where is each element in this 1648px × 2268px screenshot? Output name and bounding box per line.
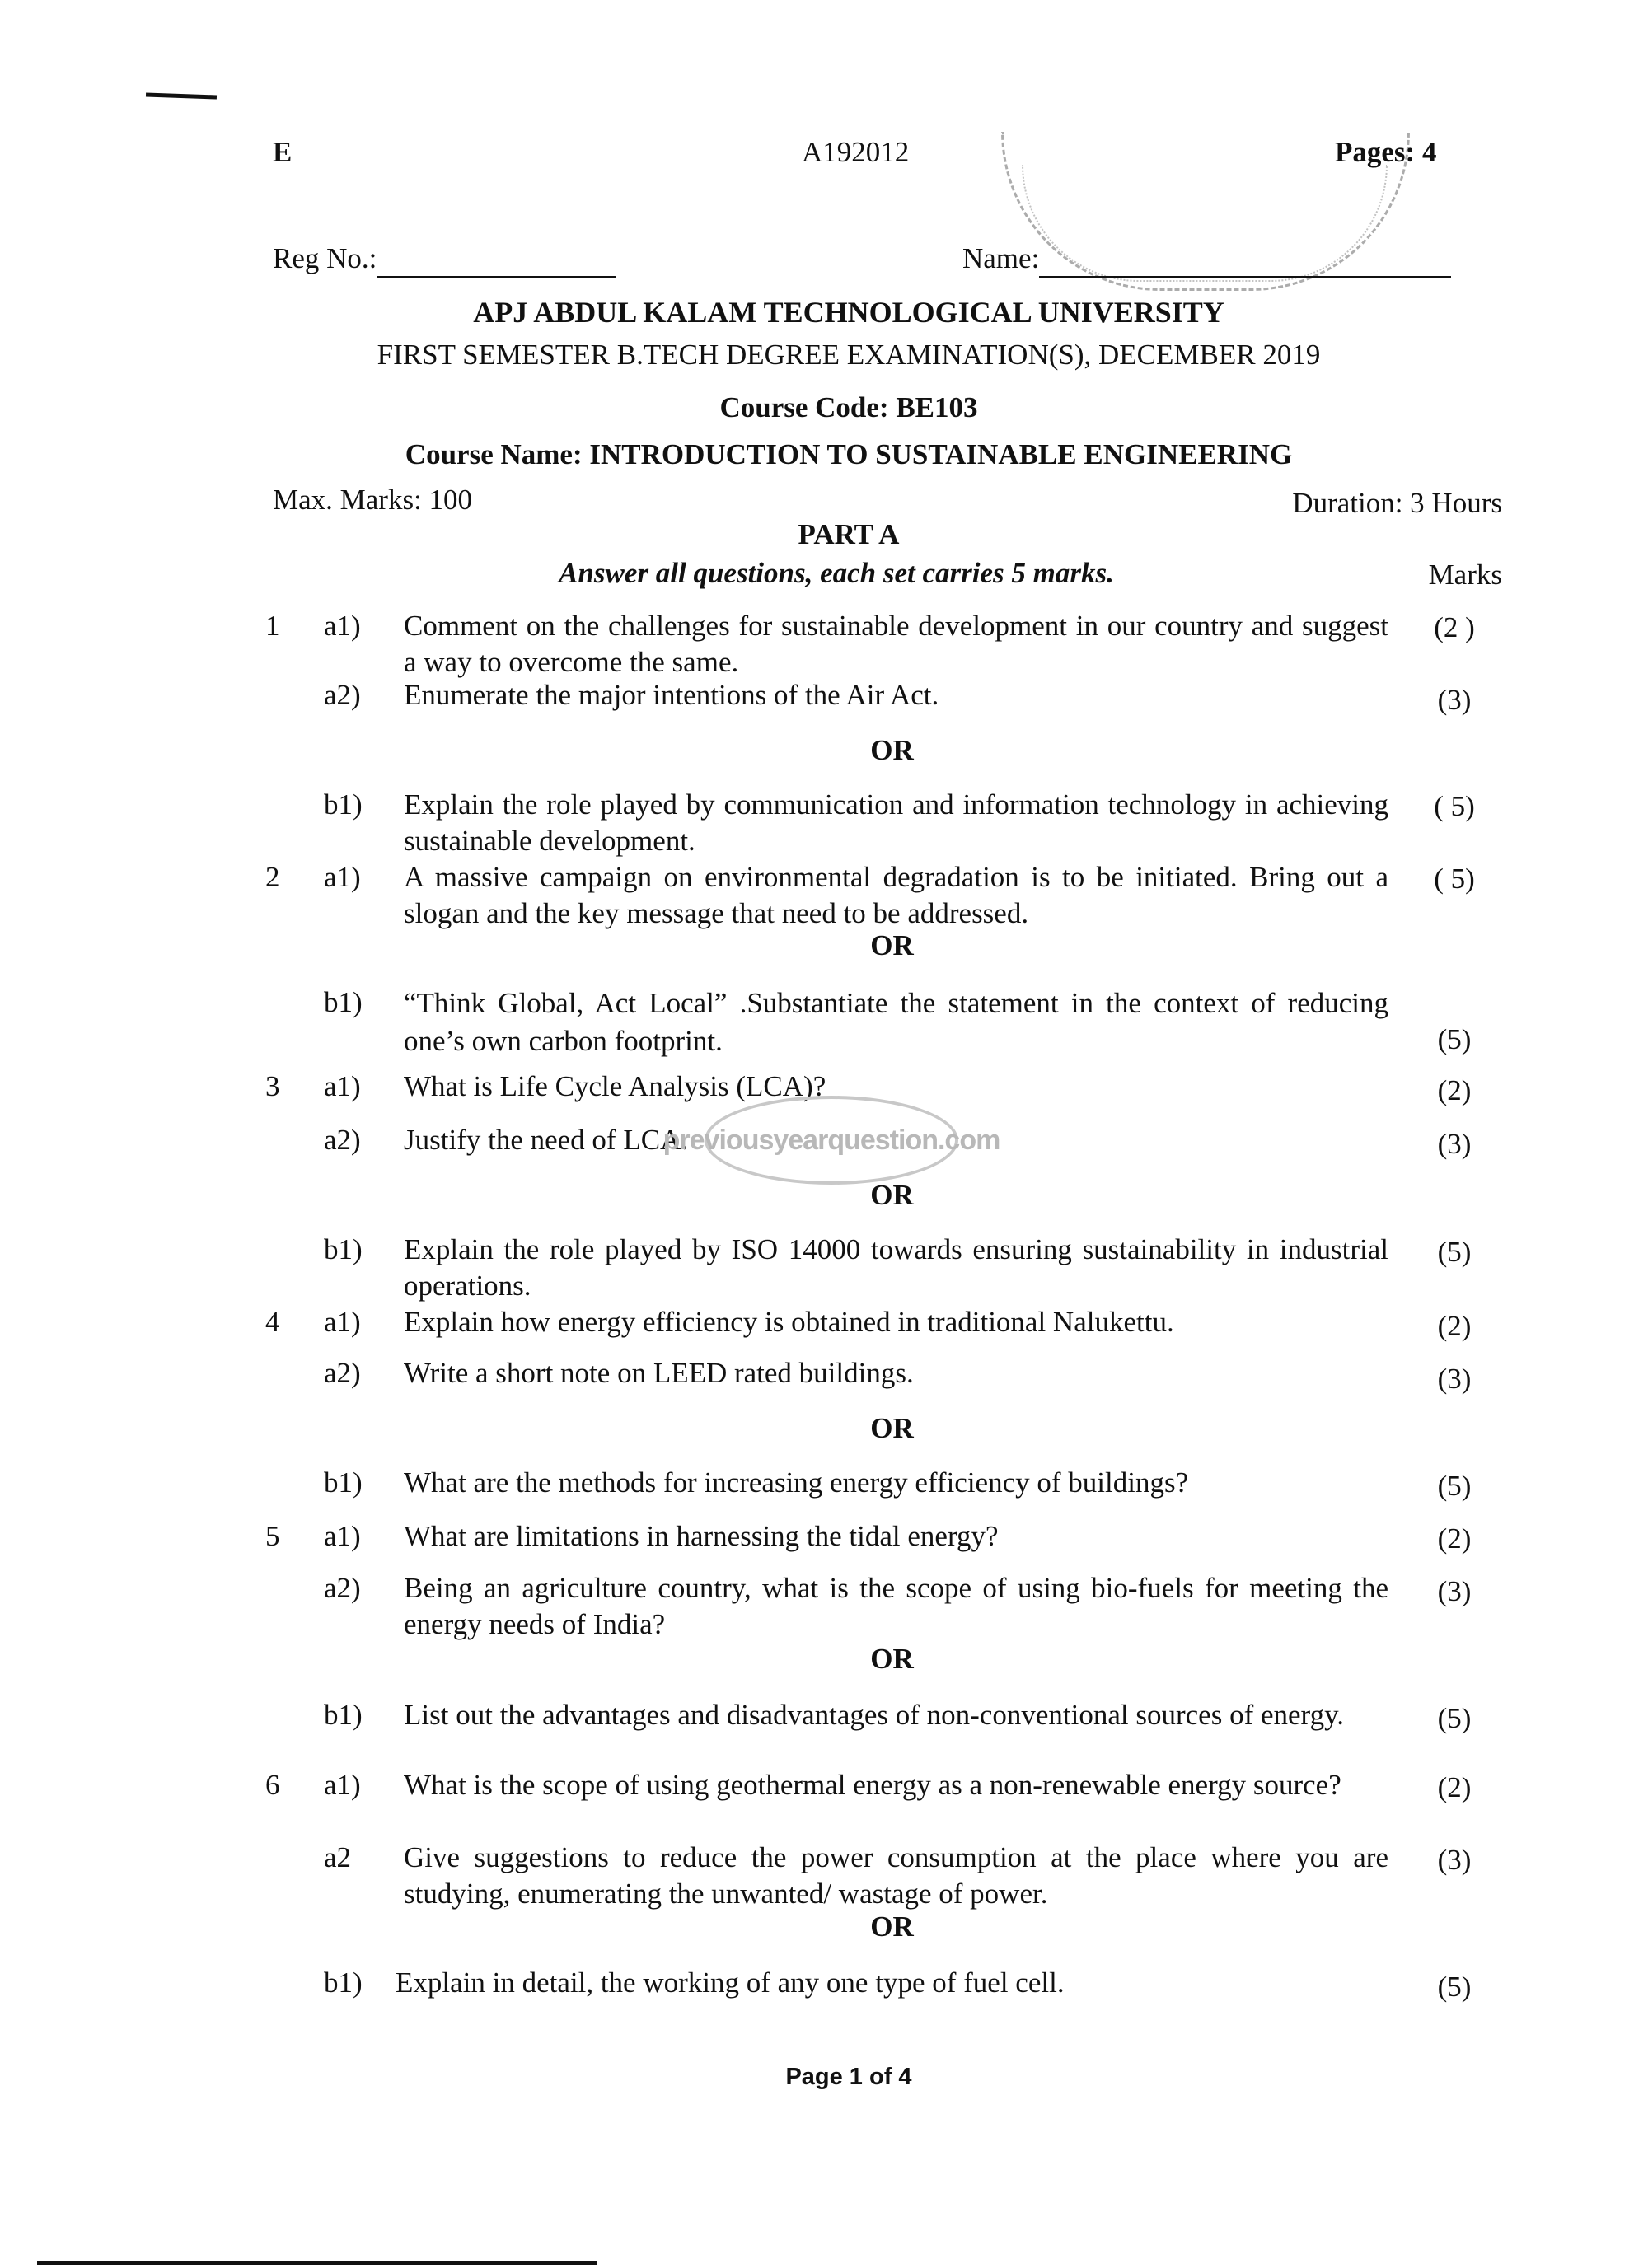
question-marks: (5) — [1437, 1470, 1472, 1502]
question-text: Explain the role played by ISO 14000 towards ensuring sustainability in industrial operations. — [404, 1233, 1388, 1302]
question-label: a1) — [324, 1769, 361, 1801]
question-marks: (5) — [1437, 1702, 1472, 1734]
question-label: a1) — [324, 1306, 361, 1338]
max-marks: Max. Marks: 100 — [273, 484, 473, 516]
question-text: List out the advantages and disadvantages of non-conventional sources of energy. — [404, 1699, 1345, 1731]
university-name: APJ ABDUL KALAM TECHNOLOGICAL UNIVERSITY — [473, 296, 1224, 329]
scan-edge-line — [37, 2261, 597, 2265]
question-text: A massive campaign on environmental degradation is to be initiated. Bring out a slogan and the key message that need to be addressed. — [404, 861, 1388, 929]
reg-no-label: Reg No.: — [273, 242, 377, 274]
question-text: Give suggestions to reduce the power consumption at the place where you are studying, enumerating the unwanted/ wastage of power. — [404, 1841, 1388, 1910]
question-text: Enumerate the major intentions of the Air Act. — [404, 679, 939, 711]
question-number: 5 — [265, 1520, 280, 1552]
question-label: a2) — [324, 1124, 361, 1156]
marks-header: Marks — [1428, 559, 1502, 591]
question-marks: (2) — [1437, 1771, 1472, 1803]
question-marks: (3) — [1437, 1844, 1472, 1876]
or-divider: OR — [870, 1910, 914, 1943]
question-label: a1) — [324, 1520, 361, 1552]
question-text: What are the methods for increasing energy efficiency of buildings? — [404, 1466, 1189, 1499]
reg-no-blank[interactable] — [377, 241, 616, 278]
question-marks: (2) — [1437, 1522, 1472, 1555]
question-marks: (5) — [1437, 1236, 1472, 1268]
question-number: 1 — [265, 610, 280, 642]
question-marks: (5) — [1437, 1023, 1472, 1055]
question-label: a2) — [324, 1357, 361, 1389]
question-number: 4 — [265, 1306, 280, 1338]
or-divider: OR — [870, 929, 914, 961]
question-text: Being an agriculture country, what is the scope of using bio-fuels for meeting the energy needs of India? — [404, 1572, 1388, 1640]
or-divider: OR — [870, 1412, 914, 1444]
exam-title: FIRST SEMESTER B.TECH DEGREE EXAMINATION(S), DECEMBER 2019 — [377, 339, 1321, 371]
question-label: b1) — [324, 986, 363, 1018]
question-text: Comment on the challenges for sustainable development in our country and suggest a way to overcome the same. — [404, 610, 1388, 678]
part-instruction: Answer all questions, each set carries 5 marks. — [559, 557, 1114, 589]
question-label: b1) — [324, 1233, 363, 1265]
question-label: a1) — [324, 861, 361, 893]
question-text: Justify the need of LCA. — [404, 1124, 689, 1156]
set-code: E — [273, 136, 293, 168]
question-text: What is the scope of using geothermal energy as a non-renewable energy source? — [404, 1769, 1341, 1801]
question-marks: (3) — [1437, 1363, 1472, 1395]
question-label: a2) — [324, 1572, 361, 1604]
question-marks: (3) — [1437, 1575, 1472, 1607]
question-text: Explain the role played by communication and information technology in achieving sustainable development. — [404, 788, 1388, 857]
question-text: What are limitations in harnessing the tidal energy? — [404, 1520, 999, 1552]
question-label: a2 — [324, 1841, 352, 1873]
question-text: What is Life Cycle Analysis (LCA)? — [404, 1070, 826, 1102]
question-marks: (2 ) — [1434, 611, 1475, 643]
question-label: b1) — [324, 1466, 363, 1499]
or-divider: OR — [870, 1643, 914, 1675]
question-label: a1) — [324, 1070, 361, 1102]
question-text: Explain how energy efficiency is obtained in traditional Nalukettu. — [404, 1306, 1174, 1338]
question-label: b1) — [324, 1966, 363, 1999]
question-marks: (5) — [1437, 1971, 1472, 2003]
part-title: PART A — [798, 518, 900, 550]
or-divider: OR — [870, 734, 914, 766]
question-marks: (3) — [1437, 684, 1472, 716]
question-marks: (2) — [1437, 1074, 1472, 1106]
scan-mark — [146, 93, 217, 100]
name-field[interactable] — [962, 241, 1451, 278]
question-label: b1) — [324, 788, 363, 821]
question-marks: (3) — [1437, 1128, 1472, 1160]
course-code: Course Code: BE103 — [719, 391, 978, 423]
course-name: Course Name: INTRODUCTION TO SUSTAINABLE ENGINEERING — [405, 438, 1293, 470]
question-marks: ( 5) — [1434, 863, 1475, 895]
pages-count: Pages: 4 — [1335, 136, 1437, 168]
reg-no-field[interactable] — [273, 241, 616, 278]
duration: Duration: 3 Hours — [1292, 487, 1502, 519]
paper-code: A192012 — [802, 136, 910, 168]
page-indicator: Page 1 of 4 — [785, 2064, 912, 2090]
question-marks: ( 5) — [1434, 790, 1475, 822]
question-text: Write a short note on LEED rated buildings. — [404, 1357, 914, 1389]
question-text: “Think Global, Act Local” .Substantiate the statement in the context of reducing one’s own carbon footprint. — [404, 987, 1388, 1057]
question-number: 6 — [265, 1769, 280, 1801]
watermark-logo: previousyearquestion.com — [705, 1096, 958, 1185]
question-label: a2) — [324, 679, 361, 711]
question-text: Explain in detail, the working of any one type of fuel cell. — [396, 1966, 1065, 1999]
name-label: Name: — [962, 242, 1040, 274]
question-label: a1) — [324, 610, 361, 642]
question-marks: (2) — [1437, 1310, 1472, 1342]
question-label: b1) — [324, 1699, 363, 1731]
question-number: 3 — [265, 1070, 280, 1102]
question-number: 2 — [265, 861, 280, 893]
or-divider: OR — [870, 1179, 914, 1211]
name-blank[interactable] — [1039, 241, 1451, 278]
